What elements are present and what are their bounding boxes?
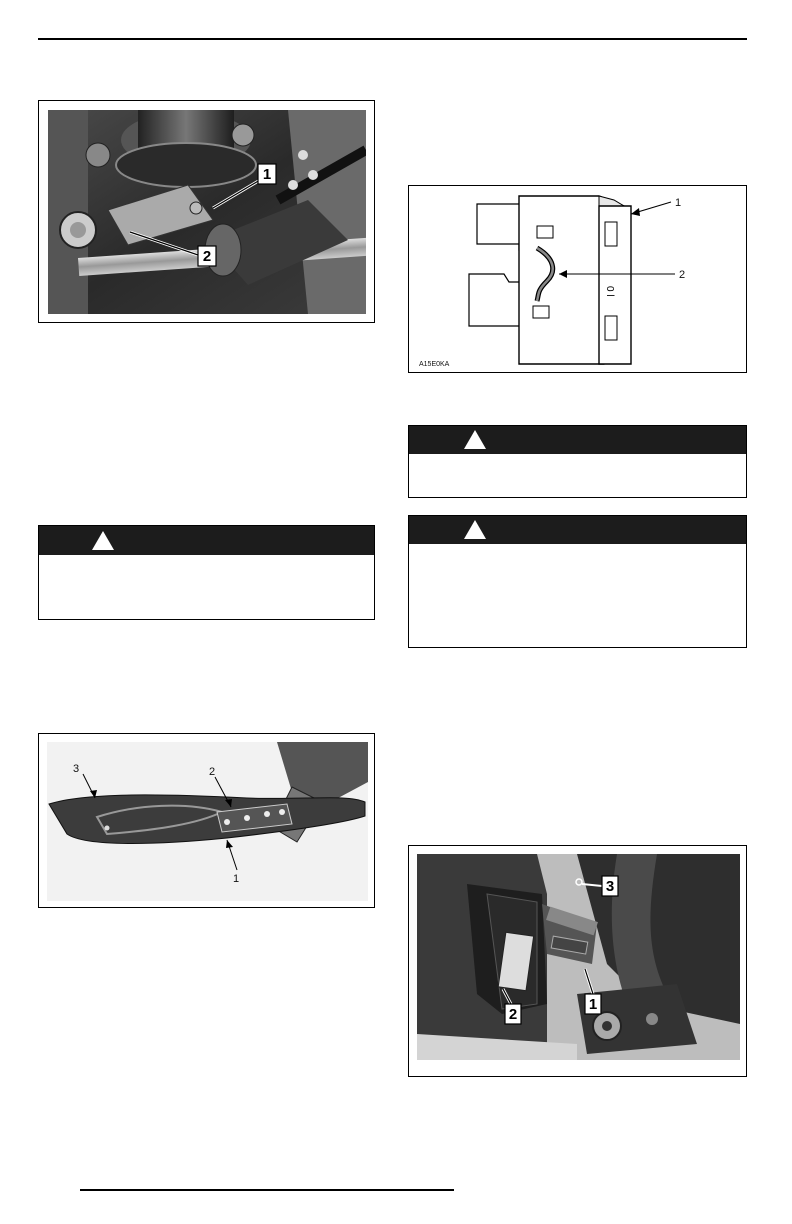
footer-rule bbox=[80, 1189, 454, 1191]
ski-photo bbox=[47, 742, 368, 901]
header-rule bbox=[38, 38, 747, 40]
bumper-callout-1: 1 bbox=[588, 996, 598, 1013]
figure-bumper-photo bbox=[408, 845, 747, 1077]
figure-id: A15E0KA bbox=[419, 361, 450, 368]
figure-shock-mount bbox=[38, 100, 375, 323]
ski-callout-2: 2 bbox=[209, 766, 216, 778]
ski-callout-1: 1 bbox=[233, 873, 240, 885]
bumper-callout-3: 3 bbox=[605, 878, 615, 895]
warning-box-3 bbox=[38, 525, 375, 620]
figure-ski bbox=[38, 733, 375, 908]
warning-triangle-icon bbox=[92, 531, 114, 550]
callout-2: 2 bbox=[202, 248, 212, 265]
warning-bar bbox=[409, 426, 746, 454]
ski-callout-3: 3 bbox=[73, 763, 80, 775]
bumper-diagram bbox=[409, 186, 748, 374]
diagram-callout-1: 1 bbox=[675, 197, 682, 209]
warning-box-2 bbox=[408, 515, 747, 648]
diagram-callout-2: 2 bbox=[679, 269, 686, 281]
bumper-photo bbox=[417, 854, 740, 1060]
warning-box-1 bbox=[408, 425, 747, 498]
warning-triangle-icon bbox=[464, 520, 486, 539]
svg-text:0 l: 0 l bbox=[604, 286, 615, 297]
figure-bumper-diagram bbox=[408, 185, 747, 373]
bumper-callout-2: 2 bbox=[508, 1006, 518, 1023]
warning-triangle-icon bbox=[464, 430, 486, 449]
shock-mount-photo bbox=[48, 110, 366, 314]
warning-bar bbox=[39, 526, 374, 555]
warning-bar bbox=[409, 516, 746, 544]
callout-1: 1 bbox=[262, 166, 272, 183]
